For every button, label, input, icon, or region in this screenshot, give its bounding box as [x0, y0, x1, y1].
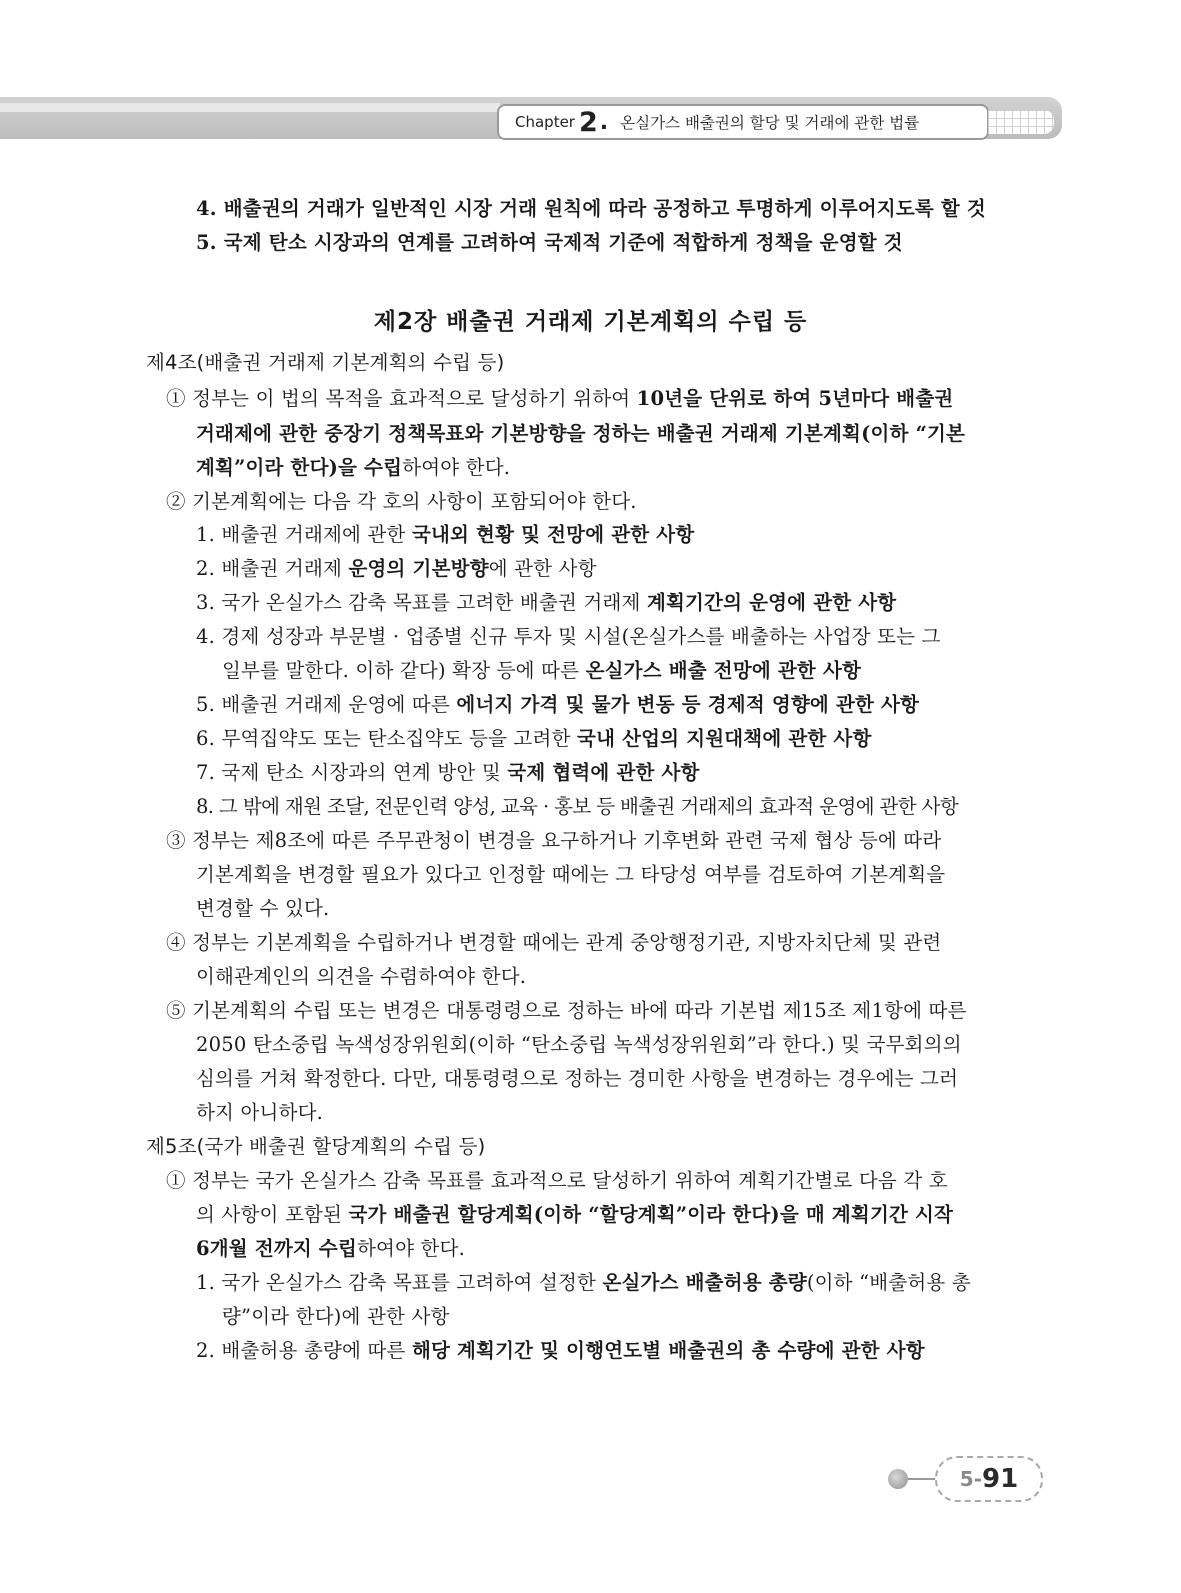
article-4-para-5-line-1: ⑤ 기본계획의 수립 또는 변경은 대통령령으로 정하는 바에 따라 기본법 제15조 제1항에 따른: [166, 999, 967, 1022]
page-number-dot: [888, 1469, 908, 1489]
article-5-title: 제5조(국가 배출권 할당계획의 수립 등): [146, 1135, 486, 1158]
article-4-para-1-line-1: ① 정부는 이 법의 목적을 효과적으로 달성하기 위하여 10년을 단위로 하여 5년마다 배출권: [166, 387, 954, 410]
header-bar-highlight: [0, 103, 500, 112]
article-4-item-4-line-1: 4. 경제 성장과 부문별 · 업종별 신규 투자 및 시설(온실가스를 배출하는 사업장 또는 그: [196, 625, 941, 648]
chapter-heading: 제2장 배출권 거래제 기본계획의 수립 등: [373, 309, 808, 335]
article-5-item-2: 2. 배출허용 총량에 따른 해당 계획기간 및 이행연도별 배출권의 총 수량에 관한 사항: [196, 1339, 925, 1362]
article-4-item-4-line-2: 일부를 말한다. 이하 같다) 확장 등에 따른 온실가스 배출 전망에 관한 사항: [222, 659, 862, 682]
article-4-item-2: 2. 배출권 거래제 운영의 기본방향에 관한 사항: [196, 557, 597, 580]
article-4-para-4-line-1: ④ 정부는 기본계획을 수립하거나 변경할 때에는 관계 중앙행정기관, 지방자치단체 및 관련: [166, 931, 942, 954]
article-4-item-5: 5. 배출권 거래제 운영에 따른 에너지 가격 및 물가 변동 등 경제적 영향에 관한 사항: [196, 693, 920, 716]
page-number: 91: [982, 1464, 1019, 1494]
article-4-item-6: 6. 무역집약도 또는 탄소집약도 등을 고려한 국내 산업의 지원대책에 관한 사항: [196, 727, 872, 750]
article-4-para-3-line-3: 변경할 수 있다.: [196, 897, 330, 920]
article-4-para-2-intro: ② 기본계획에는 다음 각 호의 사항이 포함되어야 한다.: [166, 490, 637, 513]
article-4-para-4-line-2: 이해관계인의 의견을 수렴하여야 한다.: [196, 965, 527, 988]
article-4-para-3-line-2: 기본계획을 변경할 필요가 있다고 인정할 때에는 그 타당성 여부를 검토하여 기본계획을: [196, 863, 946, 886]
intro-item-4: 4. 배출권의 거래가 일반적인 시장 거래 원칙에 따라 공정하고 투명하게 이루어지도록 할 것: [196, 197, 986, 220]
article-4-para-1-line-2: 거래제에 관한 중장기 정책목표와 기본방향을 정하는 배출권 거래제 기본계획(이하 “기본: [196, 422, 966, 445]
article-4-title: 제4조(배출권 거래제 기본계획의 수립 등): [146, 351, 505, 374]
article-4-item-8: 8. 그 밖에 재원 조달, 전문인력 양성, 교육 · 홍보 등 배출권 거래제의 효과적 운영에 관한 사항: [196, 795, 959, 818]
article-5-para-1-line-3: 6개월 전까지 수립하여야 한다.: [196, 1237, 465, 1260]
article-4-item-1: 1. 배출권 거래제에 관한 국내외 현황 및 전망에 관한 사항: [196, 523, 695, 546]
article-5-item-1-line-1: 1. 국가 온실가스 감축 목표를 고려하여 설정한 온실가스 배출허용 총량(이하 “배출허용 총: [196, 1271, 971, 1294]
chapter-title: 온실가스 배출권의 할당 및 거래에 관한 법률: [620, 114, 920, 132]
chapter-header: [497, 104, 989, 140]
article-4-item-3: 3. 국가 온실가스 감축 목표를 고려한 배출권 거래제 계획기간의 운영에 관한 사항: [196, 591, 897, 614]
article-5-para-1-line-2: 의 사항이 포함된 국가 배출권 할당계획(이하 “할당계획”이라 한다)을 매 계획기간 시작: [196, 1203, 954, 1226]
chapter-label: Chapter: [515, 113, 575, 131]
article-4-para-3-line-1: ③ 정부는 제8조에 따른 주무관청이 변경을 요구하거나 기후변화 관련 국제 협상 등에 따라: [166, 829, 942, 852]
chapter-number: 2: [578, 106, 598, 138]
header-grid-decoration: [988, 110, 1054, 134]
article-4-para-5-line-3: 심의를 거쳐 확정한다. 다만, 대통령령으로 정하는 경미한 사항을 변경하는 경우에는 그러: [196, 1067, 959, 1090]
chapter-dot: .: [599, 109, 609, 135]
intro-item-5: 5. 국제 탄소 시장과의 연계를 고려하여 국제적 기준에 적합하게 정책을 운영할 것: [196, 231, 903, 254]
article-4-para-1-line-3: 계획”이라 한다)을 수립하여야 한다.: [196, 456, 511, 479]
article-5-item-1-line-2: 량”이라 한다)에 관한 사항: [222, 1305, 450, 1328]
page-section: 5-: [959, 1467, 983, 1491]
page-number-badge: [935, 1456, 1043, 1502]
article-4-item-7: 7. 국제 탄소 시장과의 연계 방안 및 국제 협력에 관한 사항: [196, 761, 700, 784]
page-number-connector: [905, 1478, 935, 1480]
article-5-para-1-line-1: ① 정부는 국가 온실가스 감축 목표를 효과적으로 달성하기 위하여 계획기간별로 다음 각 호: [166, 1169, 948, 1192]
article-4-para-5-line-4: 하지 아니하다.: [196, 1101, 324, 1124]
article-4-para-5-line-2: 2050 탄소중립 녹색성장위원회(이하 “탄소중립 녹색성장위원회”라 한다.) 및 국무회의의: [196, 1033, 962, 1056]
